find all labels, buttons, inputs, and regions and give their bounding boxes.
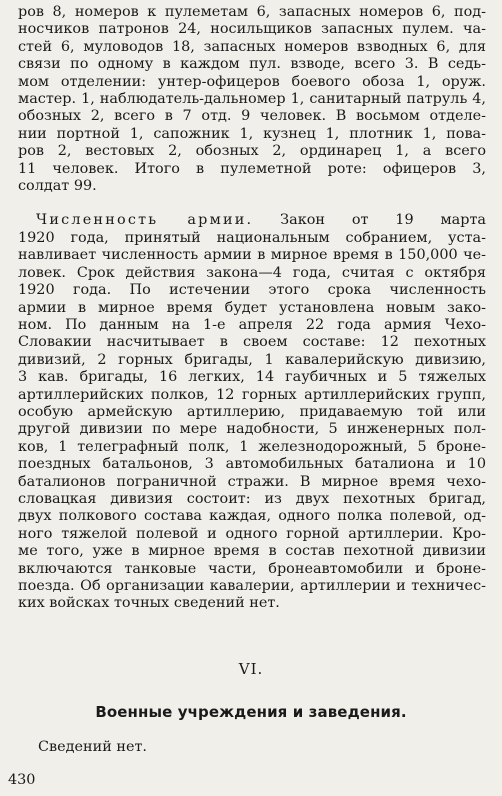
text-line: дивизий, 2 горных бригады, 1 кавалерийскую дивизию,	[18, 351, 486, 368]
text-line: ров 8, номеров к пулеметам 6, запасных номеров 6, под-	[18, 4, 486, 20]
text-line: особую армейскую артиллерию, придаваемую той или	[18, 403, 486, 420]
text-line: ного тяжелой полевой и одного горной артиллерии. Кро-	[18, 525, 486, 542]
text-fragment: Закон от 19 марта	[253, 212, 486, 229]
text-line: стей 6, муловодов 18, запасных номеров взводных 6, для	[18, 38, 486, 55]
section-number: VI.	[238, 660, 264, 678]
text-line: ков, 1 телеграфный полк, 1 железнодорожный, 5 броне-	[18, 438, 486, 455]
text-line: нии портной 1, сапожник 1, кузнец 1, плотник 1, пова-	[18, 125, 486, 142]
text-line: навливает численность армии в мирное время в 150,000 че-	[18, 247, 486, 264]
text-line: словацкая дивизия состоит: из двух пехотных бригад,	[18, 490, 486, 507]
text-line: другой дивизии по мере надобности, 5 инженерных пол-	[18, 421, 486, 438]
paragraph-army-strength	[18, 212, 486, 612]
text-line: Словакии насчитывает в своем составе: 12 пехотных	[18, 334, 486, 351]
section-note: Сведений нет.	[38, 739, 147, 755]
paragraph-machine-gun-company	[18, 4, 486, 195]
text-line: включаются танковые части, бронеавтомобили и броне-	[18, 560, 486, 577]
text-line: поезда. Об организации кавалерии, артиллерии и техничес-	[18, 578, 486, 594]
text-line: связи по одному в каждом пул. взводе, всего 3. В седь-	[18, 56, 486, 73]
text-line: ров 2, вестовых 2, обозных 2, ординарец 1, а всего	[18, 143, 486, 160]
text-line-with-lead	[18, 212, 486, 229]
text-line: 1920 года. По истечении этого срока численность	[18, 282, 486, 299]
text-line: солдат 99.	[18, 178, 97, 195]
text-line: ме того, уже в мирное время в состав пехотной дивизии	[18, 543, 486, 560]
text-line: 11 человек. Итого в пулеметной роте: офицеров 3,	[18, 160, 486, 177]
text-line: баталионов пограничной стражи. В мирное время чехо-	[18, 473, 486, 490]
text-line: обозных 2, всего в 7 отд. 9 человек. В восьмом отделе-	[18, 108, 486, 125]
text-line: мом отделении: унтер-офицеров боевого обоза 1, оруж.	[18, 73, 486, 90]
text-line: носчиков патронов 24, носильщиков запасных пулем. ча-	[18, 21, 486, 38]
section-title: Военные учреждения и заведения.	[95, 703, 407, 721]
paragraph-lead: Численность армии.	[36, 212, 254, 229]
text-line: ном. По данным на 1-е апреля 22 года армия Чехо-	[18, 316, 486, 333]
page-number: 430	[8, 772, 36, 788]
text-line: ловек. Срок действия закона—4 года, считая с октября	[18, 264, 486, 281]
text-line: ких войсках точных сведений нет.	[18, 595, 280, 612]
text-line: 1920 года, принятый национальным собранием, уста-	[18, 229, 486, 246]
text-line: мастер. 1, наблюдатель-дальномер 1, санитарный патруль 4,	[18, 91, 486, 108]
text-line: 3 кав. бригады, 16 легких, 14 гаубичных и 5 тяжелых	[18, 369, 486, 386]
text-line: артиллерийских полков, 12 горных артиллерийских групп,	[18, 386, 486, 403]
text-line: армии в мирное время будет установлена новым зако-	[18, 299, 486, 316]
text-line: двух полкового состава каждая, одного полка полевой, од-	[18, 508, 486, 525]
text-line: поездных батальонов, 3 автомобильных баталиона и 10	[18, 456, 486, 473]
